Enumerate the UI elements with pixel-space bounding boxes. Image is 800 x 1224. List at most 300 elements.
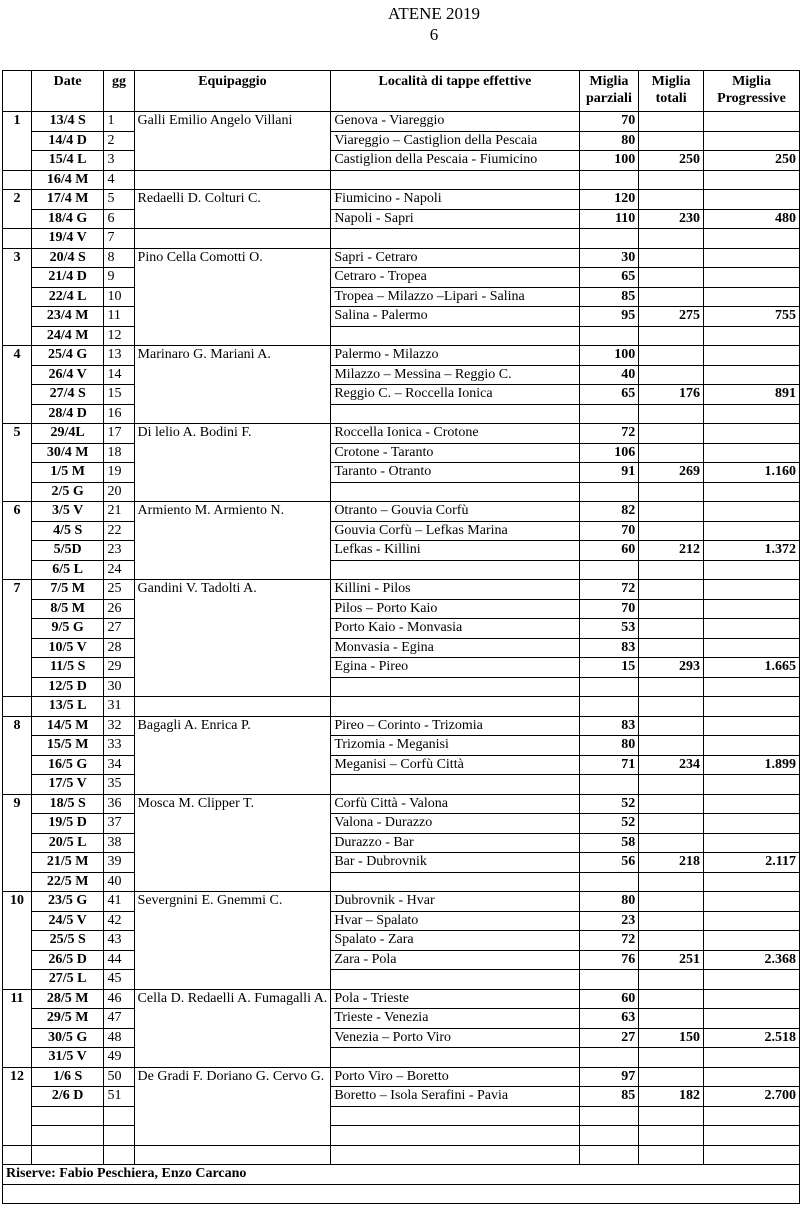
crew-cell: Pino Cella Comotti O. bbox=[134, 248, 331, 346]
day-cell: 30 bbox=[104, 677, 134, 697]
date-cell: 16/4 M bbox=[31, 170, 104, 190]
table-row bbox=[3, 892, 800, 912]
date-cell: 24/4 M bbox=[31, 326, 104, 346]
date-cell: 17/4 M bbox=[31, 190, 104, 210]
total-miles-cell bbox=[639, 1067, 704, 1087]
header-crew: Equipaggio bbox=[134, 71, 331, 112]
route-cell bbox=[331, 775, 579, 795]
route-cell bbox=[331, 677, 579, 697]
progressive-miles-cell: 2.518 bbox=[704, 1028, 800, 1048]
progressive-miles-cell bbox=[704, 1145, 800, 1165]
day-cell: 27 bbox=[104, 619, 134, 639]
group-number: 8 bbox=[3, 716, 32, 794]
route-cell: Trieste - Venezia bbox=[331, 1009, 579, 1029]
date-cell: 17/5 V bbox=[31, 775, 104, 795]
total-miles-cell bbox=[639, 794, 704, 814]
day-cell: 7 bbox=[104, 229, 134, 249]
total-miles-cell bbox=[639, 521, 704, 541]
day-cell: 5 bbox=[104, 190, 134, 210]
crew-cell: Galli Emilio Angelo Villani bbox=[134, 112, 331, 171]
total-miles-cell: 234 bbox=[639, 755, 704, 775]
date-cell bbox=[31, 1126, 104, 1146]
crew-cell: Bagagli A. Enrica P. bbox=[134, 716, 331, 794]
total-miles-cell bbox=[639, 365, 704, 385]
progressive-miles-cell bbox=[704, 619, 800, 639]
route-cell: Pola - Trieste bbox=[331, 989, 579, 1009]
progressive-miles-cell bbox=[704, 346, 800, 366]
group-number bbox=[3, 1145, 32, 1165]
progressive-miles-cell bbox=[704, 482, 800, 502]
progressive-miles-cell bbox=[704, 833, 800, 853]
progressive-miles-cell bbox=[704, 170, 800, 190]
reserves-note: Riserve: Fabio Peschiera, Enzo Carcano bbox=[3, 1165, 800, 1185]
progressive-miles-cell: 2.368 bbox=[704, 950, 800, 970]
partial-miles-cell: 30 bbox=[579, 248, 639, 268]
day-cell: 28 bbox=[104, 638, 134, 658]
partial-miles-cell bbox=[579, 775, 639, 795]
table-row bbox=[3, 1048, 800, 1068]
route-cell: Lefkas - Killini bbox=[331, 541, 579, 561]
total-miles-cell: 150 bbox=[639, 1028, 704, 1048]
date-cell: 28/5 M bbox=[31, 989, 104, 1009]
header-date: Date bbox=[31, 71, 104, 112]
date-cell: 18/4 G bbox=[31, 209, 104, 229]
progressive-miles-cell bbox=[704, 326, 800, 346]
route-cell: Castiglion della Pescaia - Fiumicino bbox=[331, 151, 579, 171]
progressive-miles-cell bbox=[704, 268, 800, 288]
table-row bbox=[3, 716, 800, 736]
total-miles-cell bbox=[639, 502, 704, 522]
date-cell bbox=[31, 1145, 104, 1165]
table-row bbox=[3, 170, 800, 190]
route-cell bbox=[331, 872, 579, 892]
day-cell: 35 bbox=[104, 775, 134, 795]
day-cell: 48 bbox=[104, 1028, 134, 1048]
route-cell: Porto Viro – Boretto bbox=[331, 1067, 579, 1087]
crew-cell bbox=[134, 229, 331, 249]
table-row bbox=[3, 833, 800, 853]
table-row bbox=[3, 346, 800, 366]
partial-miles-cell: 63 bbox=[579, 1009, 639, 1029]
partial-miles-cell: 72 bbox=[579, 931, 639, 951]
total-miles-cell bbox=[639, 268, 704, 288]
progressive-miles-cell bbox=[704, 287, 800, 307]
day-cell: 31 bbox=[104, 697, 134, 717]
crew-cell: Di lelio A. Bodini F. bbox=[134, 424, 331, 502]
route-cell bbox=[331, 326, 579, 346]
day-cell: 47 bbox=[104, 1009, 134, 1029]
date-cell: 31/5 V bbox=[31, 1048, 104, 1068]
date-cell: 2/6 D bbox=[31, 1087, 104, 1107]
day-cell: 23 bbox=[104, 541, 134, 561]
group-number: 7 bbox=[3, 580, 32, 697]
day-cell: 33 bbox=[104, 736, 134, 756]
day-cell: 19 bbox=[104, 463, 134, 483]
date-cell: 20/4 S bbox=[31, 248, 104, 268]
route-cell: Durazzo - Bar bbox=[331, 833, 579, 853]
progressive-miles-cell bbox=[704, 1126, 800, 1146]
total-miles-cell bbox=[639, 190, 704, 210]
date-cell: 12/5 D bbox=[31, 677, 104, 697]
total-miles-cell bbox=[639, 248, 704, 268]
progressive-miles-cell bbox=[704, 599, 800, 619]
total-miles-cell bbox=[639, 424, 704, 444]
day-cell: 41 bbox=[104, 892, 134, 912]
progressive-miles-cell: 891 bbox=[704, 385, 800, 405]
table-row bbox=[3, 190, 800, 210]
progressive-miles-cell bbox=[704, 521, 800, 541]
route-cell: Genova - Viareggio bbox=[331, 112, 579, 132]
date-cell: 21/5 M bbox=[31, 853, 104, 873]
total-miles-cell bbox=[639, 1126, 704, 1146]
group-number: 3 bbox=[3, 248, 32, 346]
total-miles-cell: 230 bbox=[639, 209, 704, 229]
itinerary-body bbox=[3, 112, 800, 1165]
partial-miles-cell: 82 bbox=[579, 502, 639, 522]
table-row bbox=[3, 1087, 800, 1107]
day-cell: 36 bbox=[104, 794, 134, 814]
group-number bbox=[3, 170, 32, 190]
partial-miles-cell: 80 bbox=[579, 131, 639, 151]
header-progressive-miles: Miglia Progressive bbox=[704, 71, 800, 112]
total-miles-cell: 182 bbox=[639, 1087, 704, 1107]
day-cell bbox=[104, 1145, 134, 1165]
document-title: ATENE 2019 bbox=[387, 4, 481, 23]
route-cell: Hvar – Spalato bbox=[331, 911, 579, 931]
route-cell: Tropea – Milazzo –Lipari - Salina bbox=[331, 287, 579, 307]
date-cell: 13/4 S bbox=[31, 112, 104, 132]
day-cell: 21 bbox=[104, 502, 134, 522]
day-cell: 2 bbox=[104, 131, 134, 151]
partial-miles-cell: 110 bbox=[579, 209, 639, 229]
total-miles-cell bbox=[639, 814, 704, 834]
route-cell: Killini - Pilos bbox=[331, 580, 579, 600]
day-cell: 15 bbox=[104, 385, 134, 405]
table-row bbox=[3, 287, 800, 307]
header-group bbox=[3, 71, 32, 112]
table-row bbox=[3, 365, 800, 385]
date-cell: 26/5 D bbox=[31, 950, 104, 970]
table-row bbox=[3, 521, 800, 541]
progressive-miles-cell bbox=[704, 794, 800, 814]
total-miles-cell bbox=[639, 112, 704, 132]
route-cell bbox=[331, 970, 579, 990]
table-row bbox=[3, 638, 800, 658]
route-cell: Gouvia Corfù – Lefkas Marina bbox=[331, 521, 579, 541]
date-cell: 30/5 G bbox=[31, 1028, 104, 1048]
route-cell: Salina - Palermo bbox=[331, 307, 579, 327]
date-cell: 27/5 L bbox=[31, 970, 104, 990]
route-cell bbox=[331, 229, 579, 249]
route-cell: Spalato - Zara bbox=[331, 931, 579, 951]
progressive-miles-cell: 755 bbox=[704, 307, 800, 327]
partial-miles-cell bbox=[579, 404, 639, 424]
table-row bbox=[3, 268, 800, 288]
day-cell: 51 bbox=[104, 1087, 134, 1107]
total-miles-cell bbox=[639, 404, 704, 424]
date-cell: 1/5 M bbox=[31, 463, 104, 483]
table-row bbox=[3, 989, 800, 1009]
progressive-miles-cell bbox=[704, 404, 800, 424]
day-cell: 34 bbox=[104, 755, 134, 775]
route-cell: Egina - Pireo bbox=[331, 658, 579, 678]
partial-miles-cell: 27 bbox=[579, 1028, 639, 1048]
total-miles-cell bbox=[639, 638, 704, 658]
progressive-miles-cell bbox=[704, 677, 800, 697]
date-cell: 30/4 M bbox=[31, 443, 104, 463]
route-cell: Corfù Città - Valona bbox=[331, 794, 579, 814]
day-cell: 22 bbox=[104, 521, 134, 541]
group-number: 9 bbox=[3, 794, 32, 892]
progressive-miles-cell: 250 bbox=[704, 151, 800, 171]
table-row bbox=[3, 307, 800, 327]
route-cell bbox=[331, 1126, 579, 1146]
total-miles-cell bbox=[639, 482, 704, 502]
total-miles-cell bbox=[639, 346, 704, 366]
date-cell: 29/4L bbox=[31, 424, 104, 444]
table-row bbox=[3, 229, 800, 249]
date-cell: 25/4 G bbox=[31, 346, 104, 366]
table-row bbox=[3, 619, 800, 639]
route-cell: Viareggio – Castiglion della Pescaia bbox=[331, 131, 579, 151]
table-row bbox=[3, 541, 800, 561]
table-row bbox=[3, 814, 800, 834]
progressive-miles-cell bbox=[704, 736, 800, 756]
table-row bbox=[3, 1106, 800, 1126]
progressive-miles-cell bbox=[704, 1106, 800, 1126]
partial-miles-cell: 120 bbox=[579, 190, 639, 210]
route-cell: Venezia – Porto Viro bbox=[331, 1028, 579, 1048]
progressive-miles-cell bbox=[704, 716, 800, 736]
date-cell: 25/5 S bbox=[31, 931, 104, 951]
progressive-miles-cell bbox=[704, 112, 800, 132]
partial-miles-cell bbox=[579, 1126, 639, 1146]
day-cell: 11 bbox=[104, 307, 134, 327]
progressive-miles-cell bbox=[704, 1048, 800, 1068]
page-number: 6 bbox=[429, 25, 439, 44]
table-row bbox=[3, 326, 800, 346]
total-miles-cell bbox=[639, 677, 704, 697]
partial-miles-cell: 95 bbox=[579, 307, 639, 327]
partial-miles-cell: 83 bbox=[579, 716, 639, 736]
progressive-miles-cell: 1.899 bbox=[704, 755, 800, 775]
route-cell: Meganisi – Corfù Città bbox=[331, 755, 579, 775]
partial-miles-cell: 40 bbox=[579, 365, 639, 385]
total-miles-cell bbox=[639, 1009, 704, 1029]
partial-miles-cell: 60 bbox=[579, 541, 639, 561]
group-number: 1 bbox=[3, 112, 32, 171]
table-row bbox=[3, 950, 800, 970]
date-cell: 5/5D bbox=[31, 541, 104, 561]
total-miles-cell bbox=[639, 736, 704, 756]
header-total-miles: Miglia totali bbox=[639, 71, 704, 112]
crew-cell bbox=[134, 170, 331, 190]
table-row bbox=[3, 1028, 800, 1048]
progressive-miles-cell bbox=[704, 502, 800, 522]
partial-miles-cell bbox=[579, 677, 639, 697]
date-cell: 29/5 M bbox=[31, 1009, 104, 1029]
table-row bbox=[3, 112, 800, 132]
date-cell: 16/5 G bbox=[31, 755, 104, 775]
date-cell: 14/4 D bbox=[31, 131, 104, 151]
partial-miles-cell: 23 bbox=[579, 911, 639, 931]
day-cell: 12 bbox=[104, 326, 134, 346]
day-cell: 4 bbox=[104, 170, 134, 190]
partial-miles-cell: 85 bbox=[579, 287, 639, 307]
table-row bbox=[3, 560, 800, 580]
day-cell: 42 bbox=[104, 911, 134, 931]
partial-miles-cell: 65 bbox=[579, 385, 639, 405]
date-cell: 27/4 S bbox=[31, 385, 104, 405]
day-cell: 44 bbox=[104, 950, 134, 970]
day-cell: 37 bbox=[104, 814, 134, 834]
route-cell: Napoli - Sapri bbox=[331, 209, 579, 229]
progressive-miles-cell bbox=[704, 911, 800, 931]
total-miles-cell: 176 bbox=[639, 385, 704, 405]
partial-miles-cell: 76 bbox=[579, 950, 639, 970]
partial-miles-cell bbox=[579, 482, 639, 502]
table-row bbox=[3, 1126, 800, 1146]
table-row bbox=[3, 502, 800, 522]
total-miles-cell bbox=[639, 580, 704, 600]
date-cell: 28/4 D bbox=[31, 404, 104, 424]
table-row bbox=[3, 755, 800, 775]
table-row bbox=[3, 151, 800, 171]
route-cell: Crotone - Taranto bbox=[331, 443, 579, 463]
table-row bbox=[3, 580, 800, 600]
partial-miles-cell bbox=[579, 1048, 639, 1068]
crew-cell bbox=[134, 1145, 331, 1165]
partial-miles-cell: 70 bbox=[579, 521, 639, 541]
route-cell: Valona - Durazzo bbox=[331, 814, 579, 834]
partial-miles-cell: 80 bbox=[579, 892, 639, 912]
total-miles-cell bbox=[639, 911, 704, 931]
group-number: 5 bbox=[3, 424, 32, 502]
date-cell: 24/5 V bbox=[31, 911, 104, 931]
group-number: 4 bbox=[3, 346, 32, 424]
group-number: 6 bbox=[3, 502, 32, 580]
total-miles-cell bbox=[639, 892, 704, 912]
route-cell: Fiumicino - Napoli bbox=[331, 190, 579, 210]
route-cell: Cetraro - Tropea bbox=[331, 268, 579, 288]
date-cell: 19/5 D bbox=[31, 814, 104, 834]
date-cell bbox=[31, 1106, 104, 1126]
route-cell: Reggio C. – Roccella Ionica bbox=[331, 385, 579, 405]
partial-miles-cell: 106 bbox=[579, 443, 639, 463]
route-cell: Pireo – Corinto - Trizomia bbox=[331, 716, 579, 736]
table-row bbox=[3, 658, 800, 678]
crew-cell: Severgnini E. Gnemmi C. bbox=[134, 892, 331, 990]
table-row bbox=[3, 736, 800, 756]
date-cell: 8/5 M bbox=[31, 599, 104, 619]
total-miles-cell bbox=[639, 560, 704, 580]
table-row bbox=[3, 463, 800, 483]
table-row bbox=[3, 209, 800, 229]
header-row bbox=[3, 71, 800, 112]
group-number bbox=[3, 229, 32, 249]
progressive-miles-cell bbox=[704, 131, 800, 151]
day-cell: 10 bbox=[104, 287, 134, 307]
day-cell: 8 bbox=[104, 248, 134, 268]
progressive-miles-cell bbox=[704, 814, 800, 834]
date-cell: 14/5 M bbox=[31, 716, 104, 736]
progressive-miles-cell bbox=[704, 190, 800, 210]
progressive-miles-cell bbox=[704, 424, 800, 444]
table-row bbox=[3, 482, 800, 502]
date-cell: 18/5 S bbox=[31, 794, 104, 814]
partial-miles-cell bbox=[579, 170, 639, 190]
date-cell: 15/5 M bbox=[31, 736, 104, 756]
partial-miles-cell: 97 bbox=[579, 1067, 639, 1087]
crew-cell: De Gradi F. Doriano G. Cervo G. bbox=[134, 1067, 331, 1145]
partial-miles-cell bbox=[579, 697, 639, 717]
route-cell bbox=[331, 697, 579, 717]
progressive-miles-cell bbox=[704, 775, 800, 795]
day-cell: 49 bbox=[104, 1048, 134, 1068]
group-number: 12 bbox=[3, 1067, 32, 1145]
date-cell: 7/5 M bbox=[31, 580, 104, 600]
date-cell: 22/5 M bbox=[31, 872, 104, 892]
partial-miles-cell: 71 bbox=[579, 755, 639, 775]
day-cell: 26 bbox=[104, 599, 134, 619]
date-cell: 23/5 G bbox=[31, 892, 104, 912]
day-cell: 14 bbox=[104, 365, 134, 385]
progressive-miles-cell bbox=[704, 872, 800, 892]
total-miles-cell bbox=[639, 1145, 704, 1165]
crew-cell bbox=[134, 697, 331, 717]
day-cell: 25 bbox=[104, 580, 134, 600]
partial-miles-cell: 15 bbox=[579, 658, 639, 678]
table-row bbox=[3, 697, 800, 717]
date-cell: 6/5 L bbox=[31, 560, 104, 580]
partial-miles-cell: 70 bbox=[579, 599, 639, 619]
total-miles-cell bbox=[639, 970, 704, 990]
progressive-miles-cell: 1.665 bbox=[704, 658, 800, 678]
route-cell: Milazzo – Messina – Reggio C. bbox=[331, 365, 579, 385]
date-cell: 19/4 V bbox=[31, 229, 104, 249]
partial-miles-cell: 85 bbox=[579, 1087, 639, 1107]
day-cell: 20 bbox=[104, 482, 134, 502]
progressive-miles-cell bbox=[704, 697, 800, 717]
table-row bbox=[3, 911, 800, 931]
partial-miles-cell: 53 bbox=[579, 619, 639, 639]
group-number: 11 bbox=[3, 989, 32, 1067]
header-partial-miles: Miglia parziali bbox=[579, 71, 639, 112]
table-row bbox=[3, 599, 800, 619]
progressive-miles-cell bbox=[704, 638, 800, 658]
progressive-miles-cell bbox=[704, 970, 800, 990]
route-cell: Dubrovnik - Hvar bbox=[331, 892, 579, 912]
date-cell: 1/6 S bbox=[31, 1067, 104, 1087]
progressive-miles-cell bbox=[704, 248, 800, 268]
day-cell: 40 bbox=[104, 872, 134, 892]
route-cell: Trizomia - Meganisi bbox=[331, 736, 579, 756]
total-miles-cell bbox=[639, 931, 704, 951]
progressive-miles-cell bbox=[704, 892, 800, 912]
route-cell: Porto Kaio - Monvasia bbox=[331, 619, 579, 639]
total-miles-cell bbox=[639, 326, 704, 346]
table-row bbox=[3, 931, 800, 951]
total-miles-cell bbox=[639, 1106, 704, 1126]
progressive-miles-cell: 1.372 bbox=[704, 541, 800, 561]
total-miles-cell bbox=[639, 697, 704, 717]
table-row bbox=[3, 1009, 800, 1029]
total-miles-cell bbox=[639, 872, 704, 892]
date-cell: 10/5 V bbox=[31, 638, 104, 658]
day-cell: 39 bbox=[104, 853, 134, 873]
total-miles-cell bbox=[639, 443, 704, 463]
table-row bbox=[3, 677, 800, 697]
